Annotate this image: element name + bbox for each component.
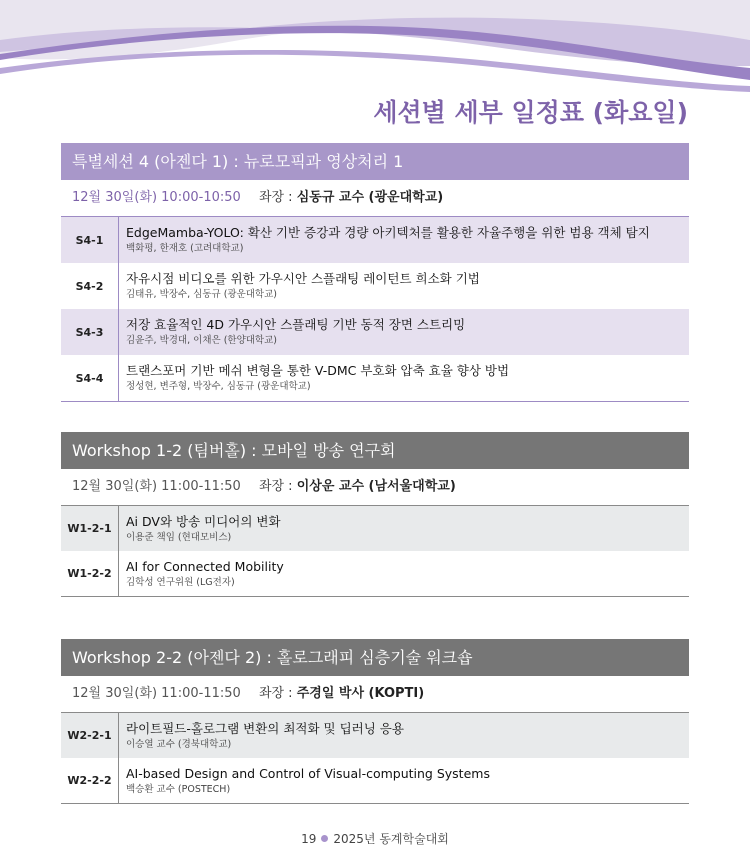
paper-authors: 김태유, 박장수, 심동규 (광운대학교) [126, 289, 277, 300]
paper-title: AI for Connected Mobility [126, 558, 284, 574]
page-title: 세션별 세부 일정표 (화요일) [373, 98, 688, 127]
paper-row [61, 355, 689, 401]
paper-code: W2-2-2 [61, 758, 119, 803]
session-header: Workshop 1-2 (팀버홀) : 모바일 방송 연구회 [61, 432, 689, 469]
paper-row [61, 263, 689, 309]
paper-title: 저장 효율적인 4D 가우시안 스플래팅 기반 동적 장면 스트리밍 [126, 317, 466, 332]
paper-row [61, 217, 689, 263]
paper-authors: 김윤주, 박경대, 이채은 (한양대학교) [126, 335, 277, 346]
paper-authors: 백화평, 한재호 (고려대학교) [126, 243, 244, 254]
chair-label: 좌장 : [258, 479, 297, 494]
paper-list [61, 216, 689, 402]
session-meta [61, 180, 689, 216]
bullet-dot-icon [321, 835, 328, 842]
session-chair: 심동규 교수 (광운대학교) [296, 190, 444, 205]
paper-row [61, 551, 689, 596]
session-meta [61, 676, 689, 712]
paper-code: S4-4 [61, 355, 119, 401]
paper-title: 트랜스포머 기반 메쉬 변형을 통한 V-DMC 부호화 압축 효율 향상 방법 [126, 363, 510, 378]
paper-code: W1-2-2 [61, 551, 119, 596]
session-header: 특별세션 4 (아젠다 1) : 뉴로모픽과 영상처리 1 [61, 143, 689, 180]
chair-label: 좌장 : [258, 190, 297, 205]
paper-authors: 이용준 책임 (현대모비스) [126, 531, 232, 543]
paper-code: W2-2-1 [61, 713, 119, 758]
paper-row [61, 309, 689, 355]
paper-row [61, 758, 689, 803]
session-workshop-2-2 [61, 639, 689, 804]
session-header: Workshop 2-2 (아젠다 2) : 홀로그래피 심층기술 워크숍 [61, 639, 689, 676]
paper-title: Ai DV와 방송 미디어의 변화 [126, 513, 281, 529]
paper-title: AI-based Design and Control of Visual-computing Systems [126, 765, 490, 781]
session-time: 12월 30일(화) 10:00-10:50 [72, 190, 241, 205]
paper-authors: 김학성 연구위원 (LG전자) [126, 576, 235, 588]
session-meta [61, 469, 689, 505]
session-time: 12월 30일(화) 11:00-11:50 [72, 479, 241, 494]
paper-authors: 백승환 교수 (POSTECH) [126, 783, 231, 795]
session-chair: 주경일 박사 (KOPTI) [296, 686, 425, 701]
paper-code: S4-3 [61, 309, 119, 355]
paper-code: W1-2-1 [61, 506, 119, 551]
chair-label: 좌장 : [258, 686, 297, 701]
paper-title: 라이트필드-홀로그램 변환의 최적화 및 딥러닝 응용 [126, 720, 404, 736]
page-number: 19 [301, 832, 317, 846]
paper-code: S4-2 [61, 263, 119, 309]
session-workshop-1-2 [61, 432, 689, 597]
paper-row [61, 506, 689, 551]
paper-list [61, 712, 689, 804]
paper-title: EdgeMamba-YOLO: 확산 기반 증강과 경량 아키텍처를 활용한 자율주행을 위한 범용 객체 탐지 [126, 225, 650, 240]
session-special-4 [61, 143, 689, 402]
paper-title: 자유시점 비디오를 위한 가우시안 스플래팅 레이턴트 희소화 기법 [126, 271, 480, 286]
session-chair: 이상운 교수 (남서울대학교) [296, 479, 456, 494]
paper-code: S4-1 [61, 217, 119, 263]
paper-authors: 이승열 교수 (경북대학교) [126, 738, 232, 750]
event-name: 2025년 동계학술대회 [333, 832, 449, 846]
paper-authors: 정성현, 변주형, 박장수, 심동규 (광운대학교) [126, 381, 311, 392]
page-footer [0, 830, 750, 847]
paper-row [61, 713, 689, 758]
session-time: 12월 30일(화) 11:00-11:50 [72, 686, 241, 701]
paper-list [61, 505, 689, 597]
